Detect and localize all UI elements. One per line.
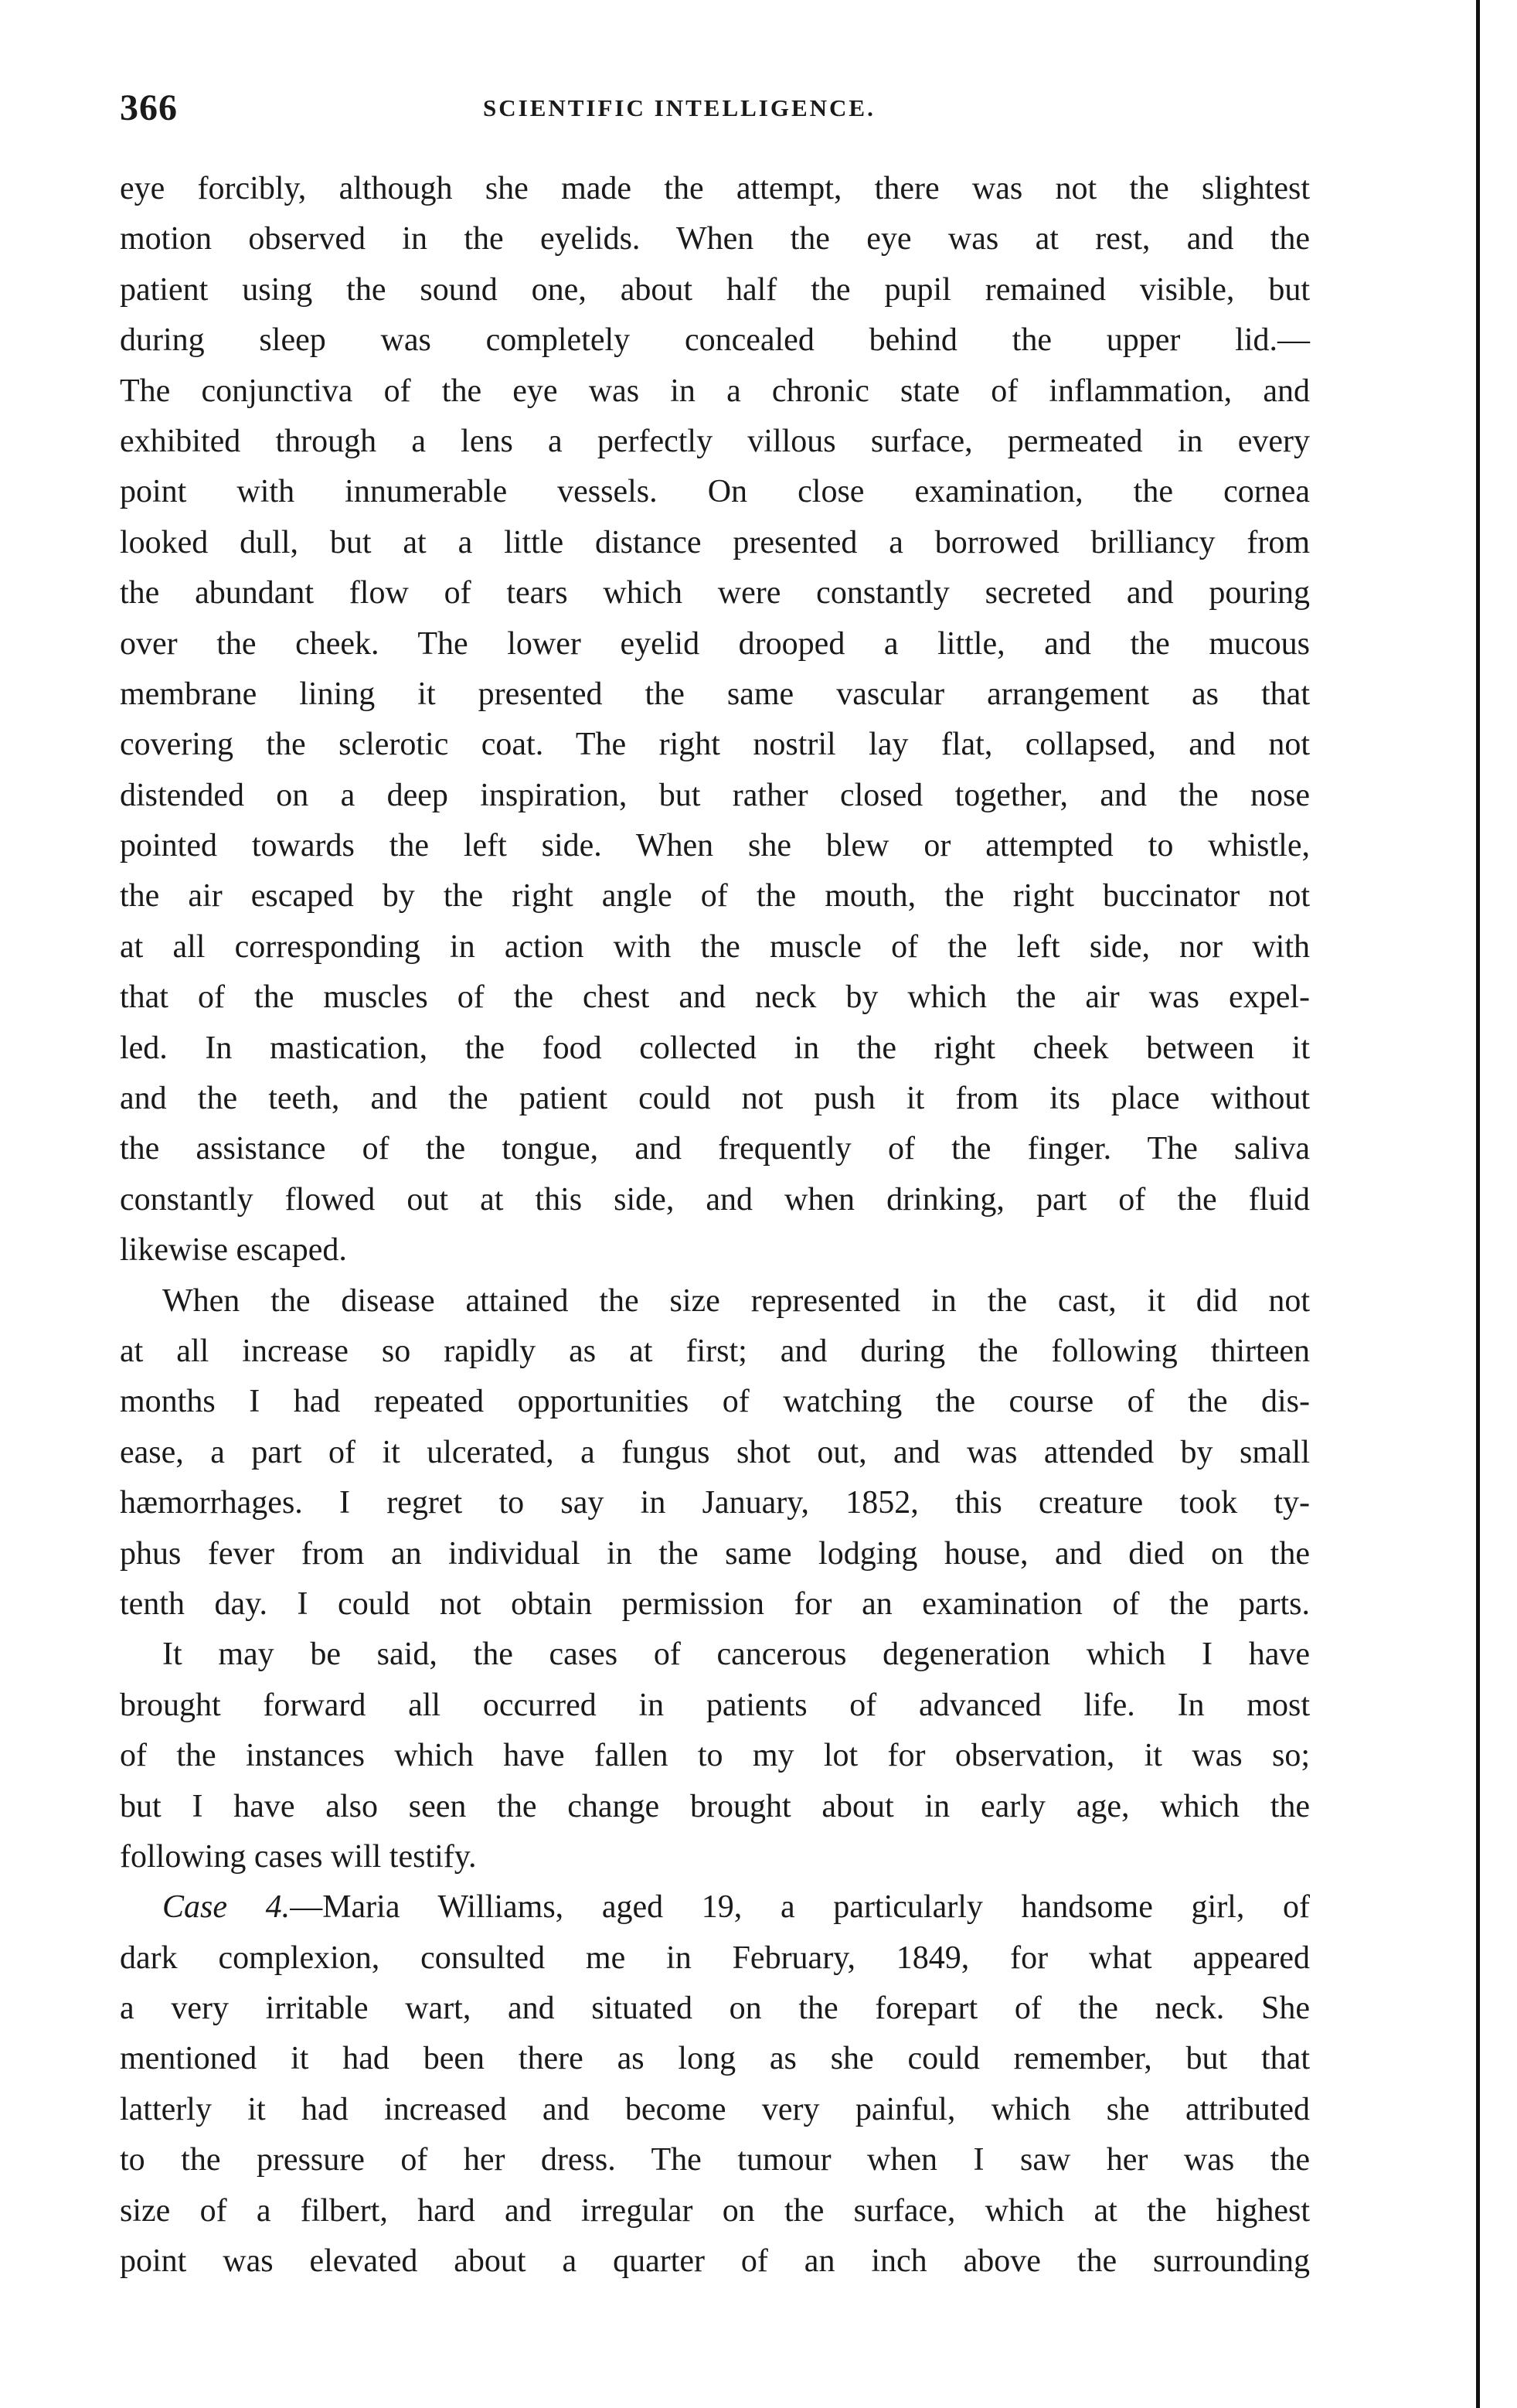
paragraph [120, 1882, 1310, 2287]
text-line: dark complexion, consulted me in February, 1849, for what appeared [120, 1940, 1310, 1976]
text-line: point with innumerable vessels. On close examination, the cornea [120, 474, 1310, 510]
text-line: pointed towards the left side. When she blew or attempted to whistle, [120, 828, 1310, 864]
text-line: The conjunctiva of the eye was in a chronic state of inflammation, and [120, 373, 1310, 409]
text-line: point was elevated about a quarter of an inch above the surrounding [120, 2243, 1310, 2280]
text-line: but I have also seen the change brought about in early age, which the [120, 1788, 1310, 1824]
text-line: It may be said, the cases of cancerous degeneration which I have [162, 1637, 1310, 1673]
paragraph [120, 1630, 1310, 1882]
text-line: mentioned it had been there as long as she could remember, but that [120, 2041, 1310, 2077]
text-line: hæmorrhages. I regret to say in January, 1852, this creature took ty- [120, 1485, 1310, 1521]
text-line: likewise escaped. [120, 1232, 347, 1269]
text-line: tenth day. I could not obtain permission for an examination of the parts. [120, 1585, 1310, 1622]
text-line: size of a filbert, hard and irregular on the surface, which at the highest [120, 2192, 1310, 2229]
text-line: When the disease attained the size represented in the cast, it did not [162, 1282, 1310, 1319]
text-line: distended on a deep inspiration, but rather closed together, and the nose [120, 777, 1310, 813]
text-line: of the instances which have fallen to my lot for observation, it was so; [120, 1738, 1310, 1774]
text-line: at all corresponding in action with the muscle of the left side, nor with [120, 928, 1310, 965]
text-line: looked dull, but at a little distance presented a borrowed brilliancy from [120, 524, 1310, 560]
text-line: to the pressure of her dress. The tumour when I saw her was the [120, 2142, 1310, 2178]
text-line: a very irritable wart, and situated on the forepart of the neck. She [120, 1991, 1310, 2027]
paragraph [120, 164, 1310, 1276]
page-edge-line [1476, 0, 1480, 2408]
text-line: following cases will testify. [120, 1838, 477, 1875]
running-head: SCIENTIFIC INTELLIGENCE. [483, 94, 876, 121]
text-line: and the teeth, and the patient could not push it from its place without [120, 1081, 1310, 1117]
text-line: brought forward all occurred in patients of advanced life. In most [120, 1687, 1310, 1723]
page-number: 366 [120, 87, 178, 128]
case-first-line: —Maria Williams, aged 19, a particularly handsome girl, of [290, 1889, 1311, 1926]
text-line: motion observed in the eyelids. When the eye was at rest, and the [120, 221, 1310, 257]
text-line: exhibited through a lens a perfectly villous surface, permeated in every [120, 423, 1310, 459]
paragraph [120, 1276, 1310, 1630]
text-line: latterly it had increased and become very painful, which she attributed [120, 2091, 1310, 2127]
text-line: that of the muscles of the chest and neck by which the air was expel- [120, 979, 1310, 1016]
text-line: months I had repeated opportunities of watching the course of the dis- [120, 1384, 1310, 1420]
text-line: membrane lining it presented the same vascular arrangement as that [120, 676, 1310, 712]
text-line [120, 1882, 1310, 1933]
case-label: Case 4. [162, 1889, 291, 1926]
text-line: phus fever from an individual in the same lodging house, and died on the [120, 1535, 1310, 1572]
text-line: ease, a part of it ulcerated, a fungus shot out, and was attended by small [120, 1434, 1310, 1470]
text-line: the abundant flow of tears which were constantly secreted and pouring [120, 575, 1310, 611]
text-line: the assistance of the tongue, and frequently of the finger. The saliva [120, 1131, 1310, 1167]
text-line: constantly flowed out at this side, and when drinking, part of the fluid [120, 1181, 1310, 1218]
text-line: at all increase so rapidly as at first; and during the following thirteen [120, 1333, 1310, 1369]
text-line: the air escaped by the right angle of the mouth, the right buccinator not [120, 878, 1310, 914]
text-line: patient using the sound one, about half the pupil remained visible, but [120, 271, 1310, 308]
text-line: eye forcibly, although she made the attempt, there was not the slightest [120, 171, 1310, 206]
page-header [120, 87, 1434, 133]
text-line: during sleep was completely concealed behind the upper lid.— [120, 322, 1310, 359]
text-line: led. In mastication, the food collected in the right cheek between it [120, 1030, 1310, 1066]
text-line: covering the sclerotic coat. The right nostril lay flat, collapsed, and not [120, 727, 1310, 763]
body-text [120, 164, 1310, 2287]
text-line: over the cheek. The lower eyelid drooped a little, and the mucous [120, 625, 1310, 662]
